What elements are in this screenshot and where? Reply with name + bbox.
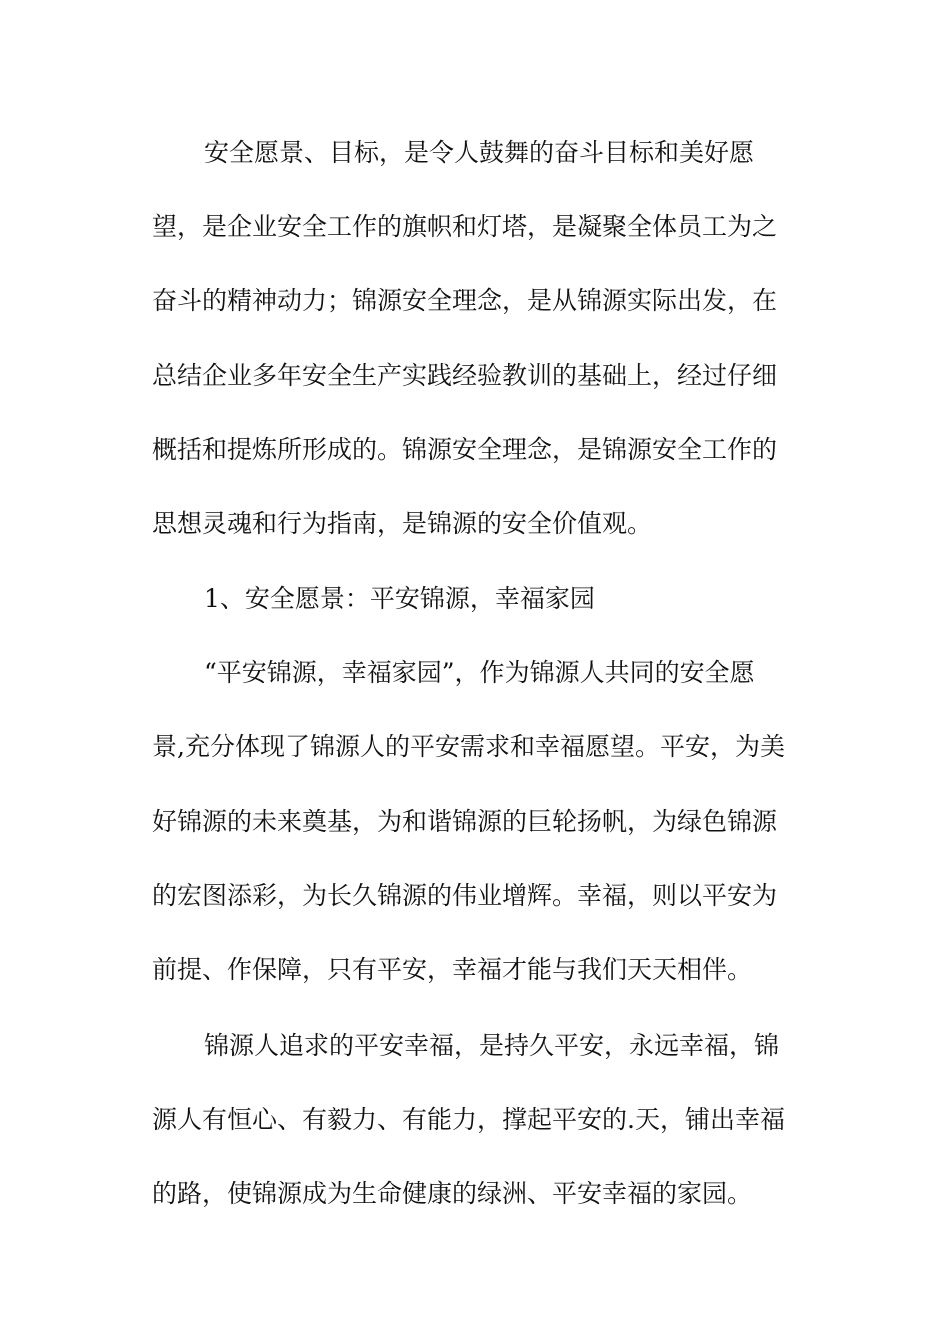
text-line-4: 总结企业多年安全生产实践经验教训的基础上，经过仔细 bbox=[152, 361, 778, 390]
text-line-1: 安全愿景、目标，是令人鼓舞的奋斗目标和美好愿 bbox=[204, 138, 755, 167]
text-line-15: 的路，使锦源成为生命健康的绿洲、平安幸福的家园。 bbox=[152, 1179, 753, 1208]
text-line-8: “平安锦源，幸福家园”，作为锦源人共同的安全愿 bbox=[204, 658, 755, 687]
text-line-9: 景,充分体现了锦源人的平安需求和幸福愿望。平安，为美 bbox=[152, 732, 785, 761]
text-line-10: 好锦源的未来奠基，为和谐锦源的巨轮扬帆，为绿色锦源 bbox=[152, 807, 778, 836]
text-line-5: 概括和提炼所形成的。锦源安全理念，是锦源安全工作的 bbox=[152, 435, 778, 464]
text-line-12: 前提、作保障，只有平安，幸福才能与我们天天相伴。 bbox=[152, 955, 753, 984]
text-line-6: 思想灵魂和行为指南，是锦源的安全价值观。 bbox=[152, 509, 653, 538]
text-line-14: 源人有恒心、有毅力、有能力，撑起平安的.天，铺出幸福 bbox=[152, 1105, 785, 1134]
text-line-3: 奋斗的精神动力；锦源安全理念，是从锦源实际出发，在 bbox=[152, 286, 778, 315]
text-line-13: 锦源人追求的平安幸福，是持久平安，永远幸福，锦 bbox=[204, 1031, 780, 1060]
text-line-2: 望，是企业安全工作的旗帜和灯塔，是凝聚全体员工为之 bbox=[152, 212, 778, 241]
text-line-11: 的宏图添彩，为长久锦源的伟业增辉。幸福，则以平安为 bbox=[152, 881, 778, 910]
section-heading: 1、安全愿景：平安锦源，幸福家园 bbox=[204, 584, 595, 613]
